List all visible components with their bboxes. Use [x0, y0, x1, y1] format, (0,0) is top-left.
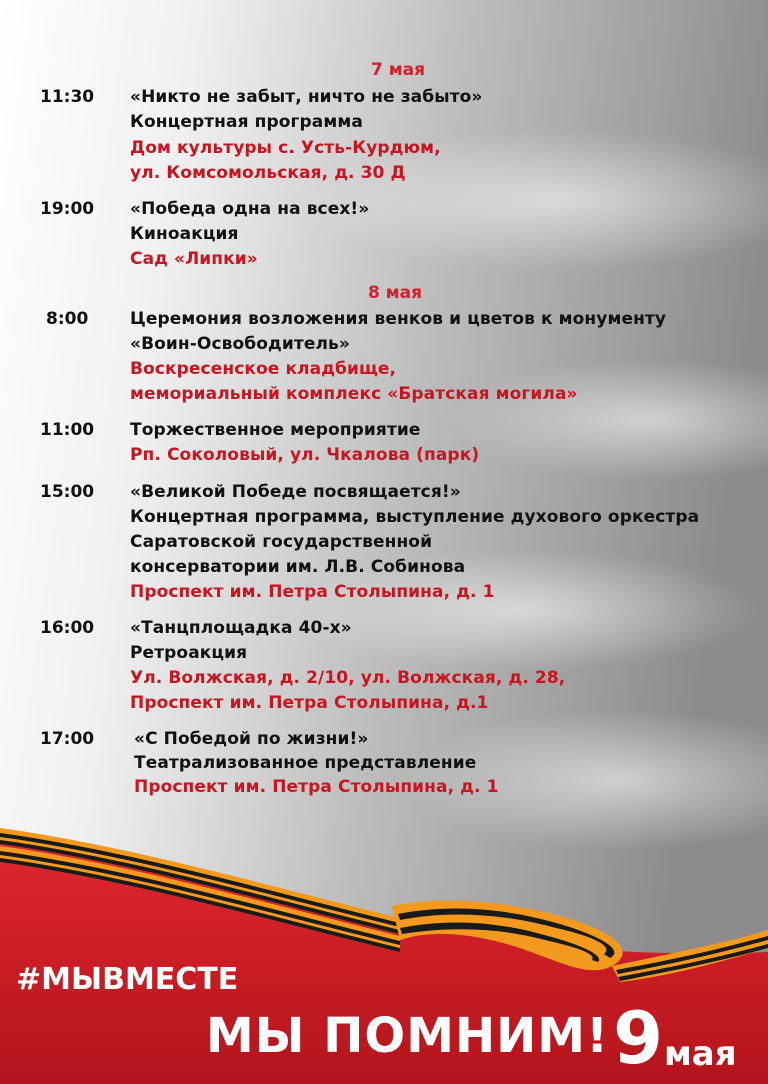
event-title: «Победа одна на всех!»	[130, 199, 370, 219]
event-time: 17:00	[40, 729, 95, 749]
event-place: ул. Комсомольская, д. 30 Д	[130, 163, 406, 183]
event-type: Киноакция	[130, 224, 239, 244]
event-time: 15:00	[40, 482, 95, 502]
date-heading: 8 мая	[368, 283, 423, 303]
event-title: Торжественное мероприятие	[130, 420, 421, 440]
event-place: Ул. Волжская, д. 2/10, ул. Волжская, д. 28,	[130, 668, 566, 688]
event-time: 11:00	[40, 420, 95, 440]
event-title: «Великой Победе посвящается!»	[130, 482, 461, 502]
event-title: «Танцплощадка 40-х»	[130, 618, 352, 638]
event-place: Рп. Соколовый, ул. Чкалова (парк)	[130, 445, 480, 465]
event-time: 16:00	[40, 618, 95, 638]
event-title: Церемония возложения венков и цветов к монументу	[130, 309, 667, 329]
event-type: консерватории им. Л.В. Собинова	[130, 557, 466, 577]
event-type: Театрализованное представление	[134, 753, 477, 773]
event-title: «С Победой по жизни!»	[134, 729, 369, 749]
event-place: мемориальный комплекс «Братская могила»	[130, 384, 578, 404]
event-time: 19:00	[40, 199, 95, 219]
slogan: МЫ ПОМНИМ!	[206, 1008, 609, 1064]
event-title: «Никто не забыт, ничто не забыто»	[130, 87, 483, 107]
event-type: Концертная программа	[130, 112, 363, 132]
event-type: Саратовской государственной	[130, 532, 433, 552]
event-time: 11:30	[40, 87, 95, 107]
victory-day-month: мая	[664, 1034, 737, 1074]
date-heading: 7 мая	[371, 60, 426, 80]
event-place: Проспект им. Петра Столыпина, д.1	[130, 693, 489, 713]
event-place: Дом культуры с. Усть-Курдюм,	[130, 138, 441, 158]
event-type: Концертная программа, выступление духового оркестра	[130, 507, 700, 527]
event-place: Сад «Липки»	[130, 249, 258, 269]
hashtag: #МЫВМЕСТЕ	[16, 962, 239, 997]
event-place: Воскресенское кладбище,	[130, 359, 397, 379]
event-time: 8:00	[46, 309, 89, 329]
event-place: Проспект им. Петра Столыпина, д. 1	[130, 582, 495, 602]
event-type: Ретроакция	[130, 643, 248, 663]
victory-day-number: 9	[613, 996, 664, 1080]
event-place: Проспект им. Петра Столыпина, д. 1	[134, 777, 499, 797]
event-type: «Воин-Освободитель»	[130, 334, 350, 354]
